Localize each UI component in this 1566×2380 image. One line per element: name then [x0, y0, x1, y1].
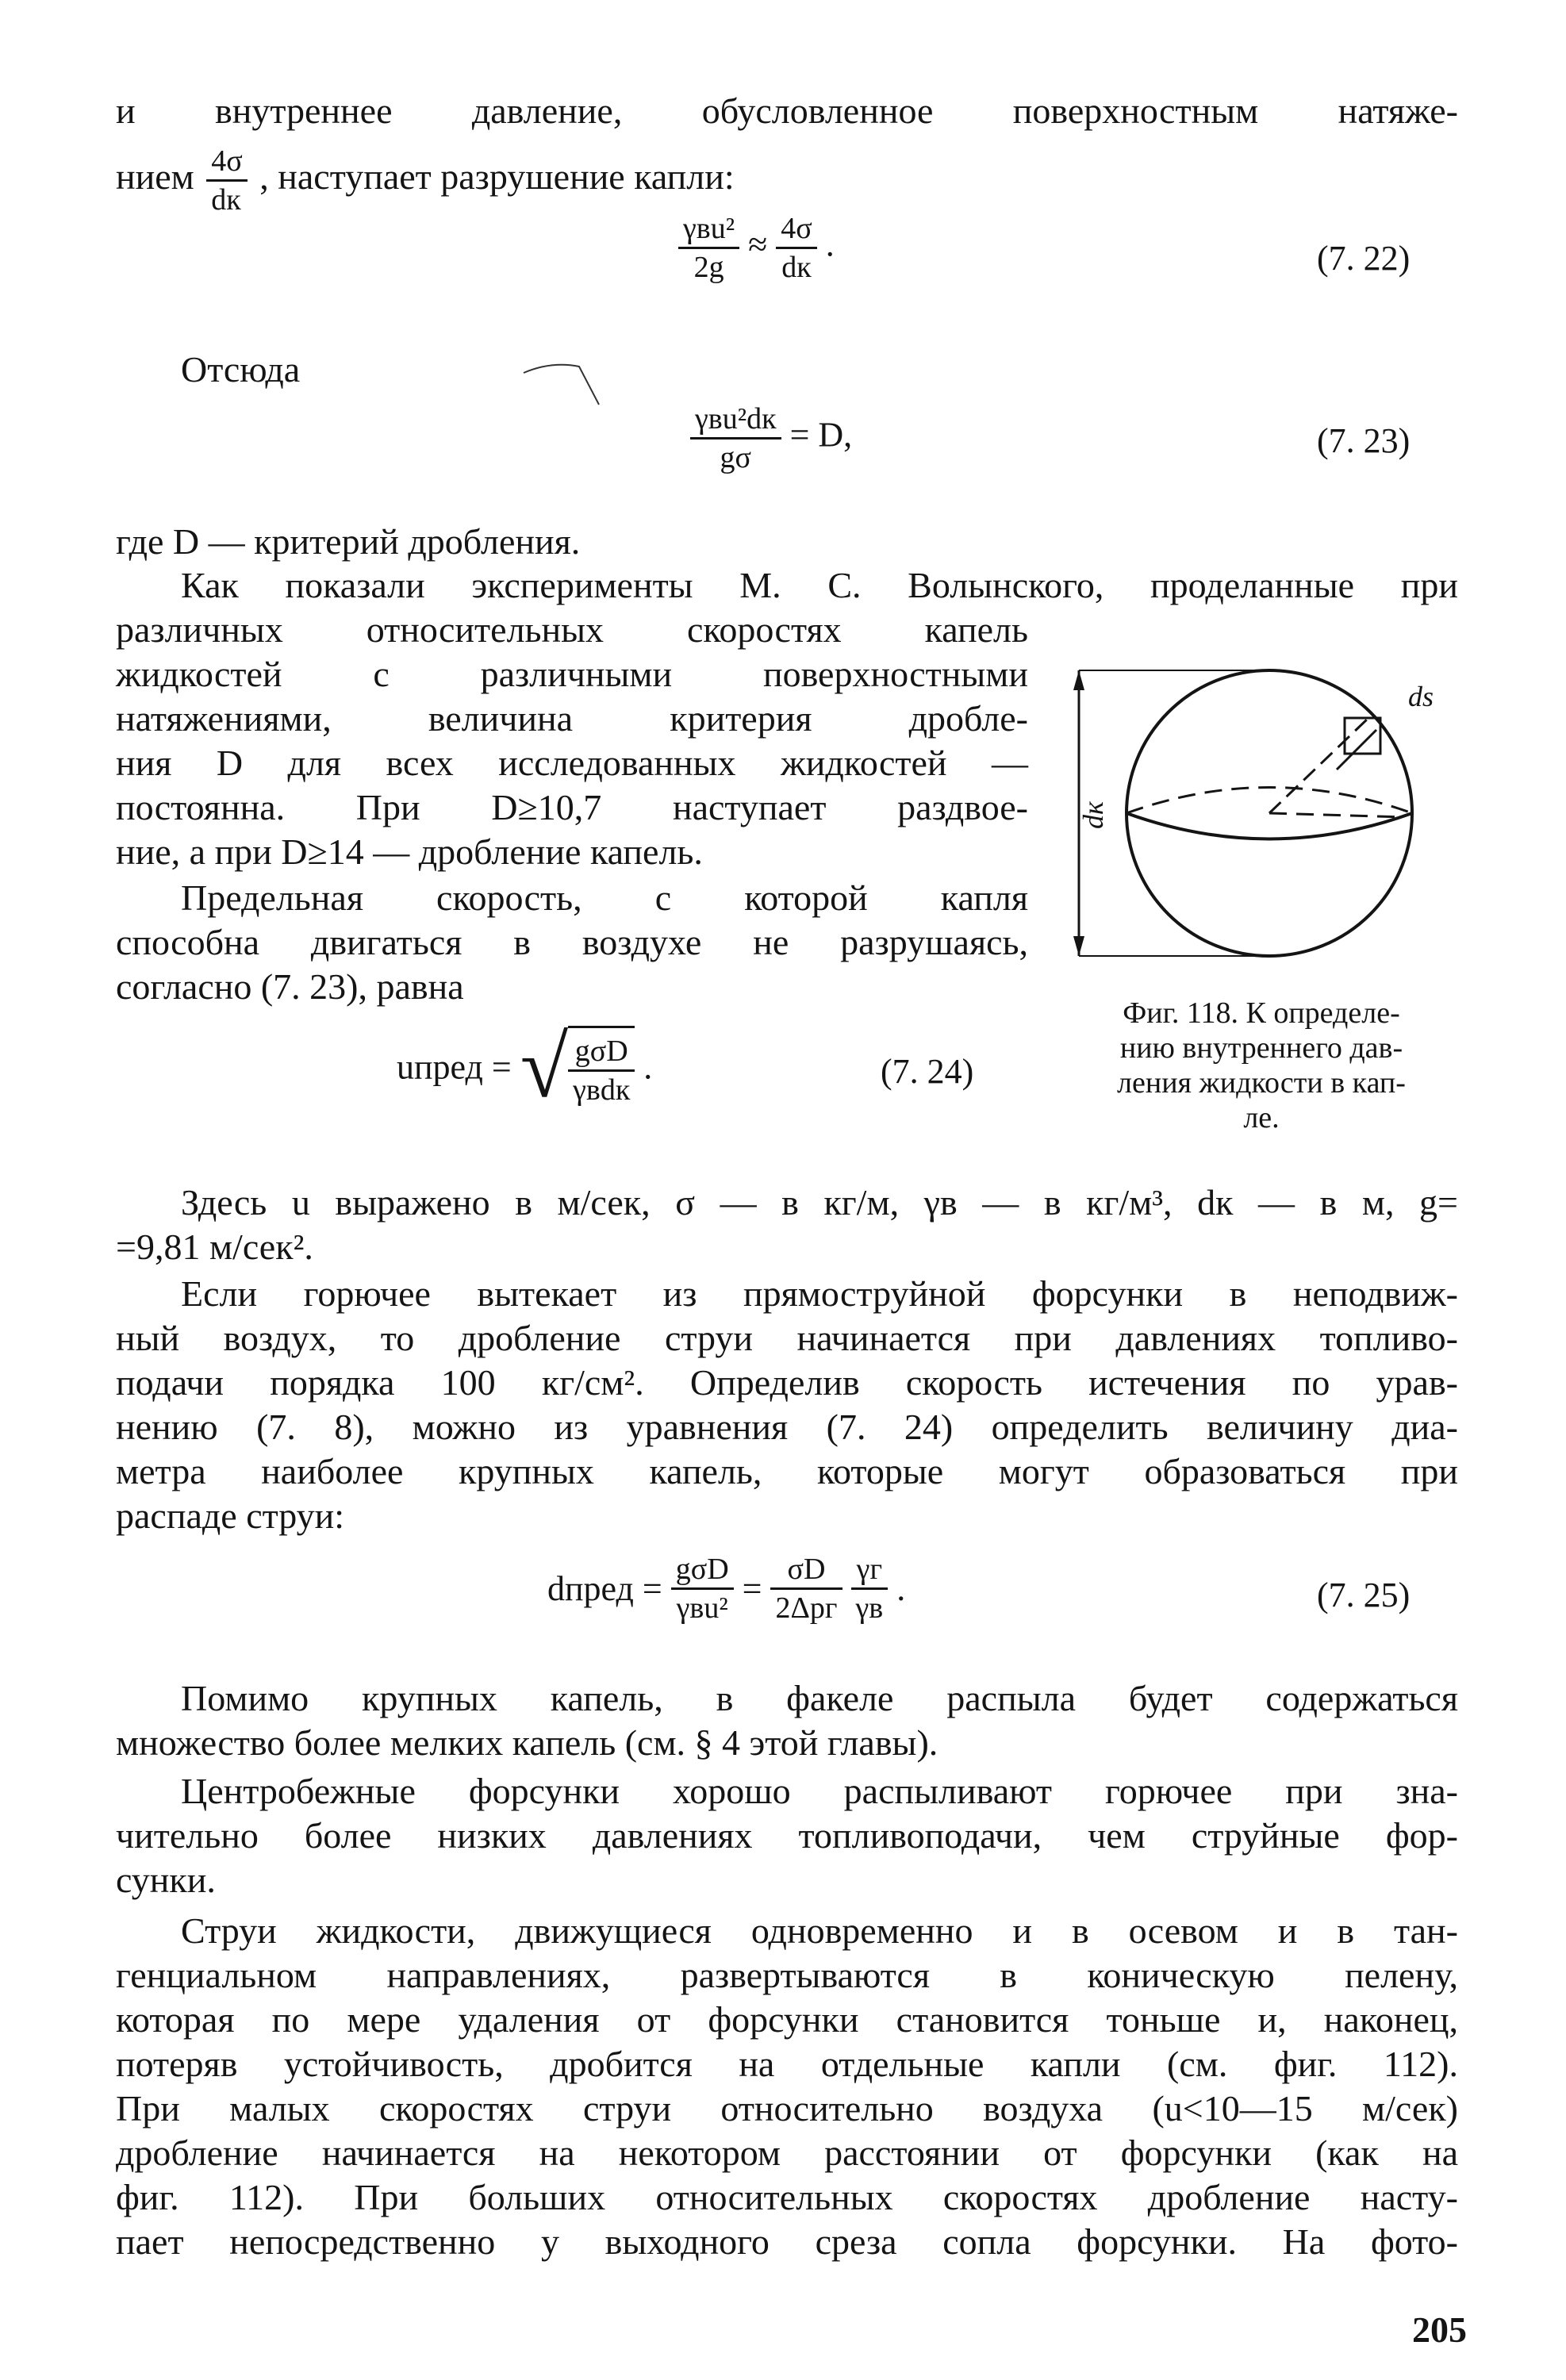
fraction-denominator: 2g — [693, 251, 724, 284]
punctuation: . — [896, 1569, 906, 1608]
equation-7-22 — [678, 210, 835, 286]
fraction-denominator: dк — [211, 183, 241, 217]
text-line: различных относительных скоростях капель — [116, 609, 1028, 650]
text-line: Здесь u выражено в м/сек, σ — в кг/м, γв — в кг/м³, dк — в м, g= — [181, 1182, 1458, 1223]
figure-caption: ления жидкости в кап- — [1117, 1066, 1406, 1100]
fraction — [776, 210, 816, 286]
fraction — [678, 210, 739, 286]
text-line: Предельная скорость, с которой капля — [181, 877, 1028, 918]
fraction-denominator: γвu² — [676, 1591, 728, 1625]
text-line: постоянна. При D≥10,7 наступает раздвое- — [116, 787, 1028, 827]
equation-number: (7. 23) — [1317, 421, 1411, 460]
fraction-denominator: 2Δpг — [775, 1591, 838, 1625]
equation-lhs: uпред = — [397, 1047, 512, 1087]
fraction — [851, 1551, 889, 1626]
text-line: согласно (7. 23), равна — [116, 966, 464, 1007]
text-line: нению (7. 8), можно из уравнения (7. 24) определить величину диа- — [116, 1407, 1458, 1447]
text-line: чительно более низких давлениях топливоподачи, чем струйные фор- — [116, 1815, 1458, 1856]
text-line: дробление начинается на некотором расстоянии от форсунки (как на — [116, 2132, 1458, 2173]
label-ds: ds — [1408, 681, 1434, 712]
fraction-numerator: 4σ — [776, 210, 816, 249]
fraction — [770, 1551, 842, 1626]
figure-caption: нию внутреннего дав- — [1119, 1031, 1403, 1065]
text-line: способна двигаться в воздухе не разрушаясь, — [116, 922, 1028, 962]
fraction-denominator: γвdк — [573, 1073, 631, 1107]
text-line: которая по мере удаления от форсунки становится тоньше и, наконец, — [116, 1999, 1458, 2040]
text-line: где D — критерий дробления. — [116, 521, 581, 562]
punctuation: . — [825, 225, 835, 264]
relation-sign: = — [742, 1569, 762, 1608]
fraction-numerator: γвu² — [678, 210, 739, 249]
page-number: 205 — [1412, 2309, 1467, 2350]
equation-7-25 — [547, 1551, 905, 1626]
fraction-numerator: σD — [770, 1551, 842, 1590]
text-line: Струи жидкости, движущиеся одновременно и в осевом и в тан- — [181, 1910, 1458, 1951]
text-line: При малых скоростях струи относительно воздуха (u<10—15 м/сек) — [116, 2088, 1458, 2129]
equation-number: (7. 22) — [1317, 239, 1411, 278]
inline-fraction — [206, 143, 247, 218]
sqrt-sign: √ — [520, 1019, 569, 1115]
text-line: ный воздух, то дробление струи начинается при давлениях топливо- — [116, 1318, 1458, 1358]
text-line: ния D для всех исследованных жидкостей — — [116, 743, 1028, 783]
text-line: Помимо крупных капель, в факеле распыла будет содержаться — [181, 1678, 1458, 1718]
equation-number: (7. 25) — [1317, 1576, 1411, 1614]
text-line: Центробежные форсунки хорошо распыливают горючее при зна- — [181, 1771, 1458, 1811]
text-line: и внутреннее давление, обусловленное поверхностным натяже- — [116, 90, 1458, 131]
text-line: ние, а при D≥14 — дробление капель. — [116, 831, 703, 872]
text-line: Отсюда — [181, 349, 301, 390]
equation-7-24 — [397, 1019, 653, 1115]
text-line: пает непосредственно у выходного среза сопла форсунки. На фото- — [116, 2221, 1458, 2262]
punctuation: . — [643, 1047, 653, 1087]
equation-number: (7. 24) — [881, 1052, 974, 1091]
fraction — [671, 1551, 734, 1626]
text-line: Если горючее вытекает из прямоструйной форсунки в неподвиж- — [181, 1273, 1458, 1314]
fraction-numerator: γвu²dк — [690, 401, 781, 440]
text-fragment: нием — [116, 156, 194, 198]
fraction-numerator: γг — [851, 1551, 889, 1590]
fraction-denominator: dк — [781, 251, 812, 284]
text-line: генциальном направлениях, развертываются в коническую пелену, — [116, 1955, 1458, 1995]
pencil-mark — [520, 349, 615, 413]
text-line: подачи порядка 100 кг/см². Определив скорость истечения по урав- — [116, 1362, 1458, 1403]
figure-118-sphere — [1071, 658, 1468, 1008]
text-line: фиг. 112). При больших относительных скоростях дробление насту- — [116, 2177, 1458, 2217]
label-dk: dк — [1077, 801, 1109, 829]
fraction-denominator: γв — [855, 1591, 884, 1625]
text-fragment: , наступает разрушение капли: — [259, 156, 735, 198]
text-line: =9,81 м/сек². — [116, 1226, 313, 1267]
fraction-numerator: 4σ — [206, 143, 247, 182]
fraction-numerator: gσD — [568, 1033, 635, 1072]
relation-sign: ≈ — [748, 225, 768, 264]
text-line: сунки. — [116, 1860, 216, 1900]
fraction — [690, 401, 781, 476]
fraction-denominator: gσ — [720, 441, 752, 474]
equation-rhs: = D, — [789, 415, 853, 455]
text-line: метра наиболее крупных капель, которые могут образоваться при — [116, 1451, 1458, 1491]
text-line: жидкостей с различными поверхностными — [116, 654, 1028, 694]
fraction — [568, 1026, 635, 1108]
figure-caption: Фиг. 118. К определе- — [1123, 996, 1400, 1030]
text-line: распаде струи: — [116, 1495, 345, 1536]
text-line: множество более мелких капель (см. § 4 этой главы). — [116, 1722, 938, 1763]
equation-7-23 — [690, 401, 852, 476]
text-line — [116, 143, 1458, 218]
figure-caption: ле. — [1243, 1101, 1280, 1134]
fraction-numerator: gσD — [671, 1551, 734, 1590]
equation-lhs: dпред = — [547, 1569, 662, 1608]
text-line: натяжениями, величина критерия дробле- — [116, 698, 1028, 739]
text-line: Как показали эксперименты М. С. Волынского, проделанные при — [181, 565, 1458, 605]
text-line: потеряв устойчивость, дробится на отдельные капли (см. фиг. 112). — [116, 2044, 1458, 2084]
